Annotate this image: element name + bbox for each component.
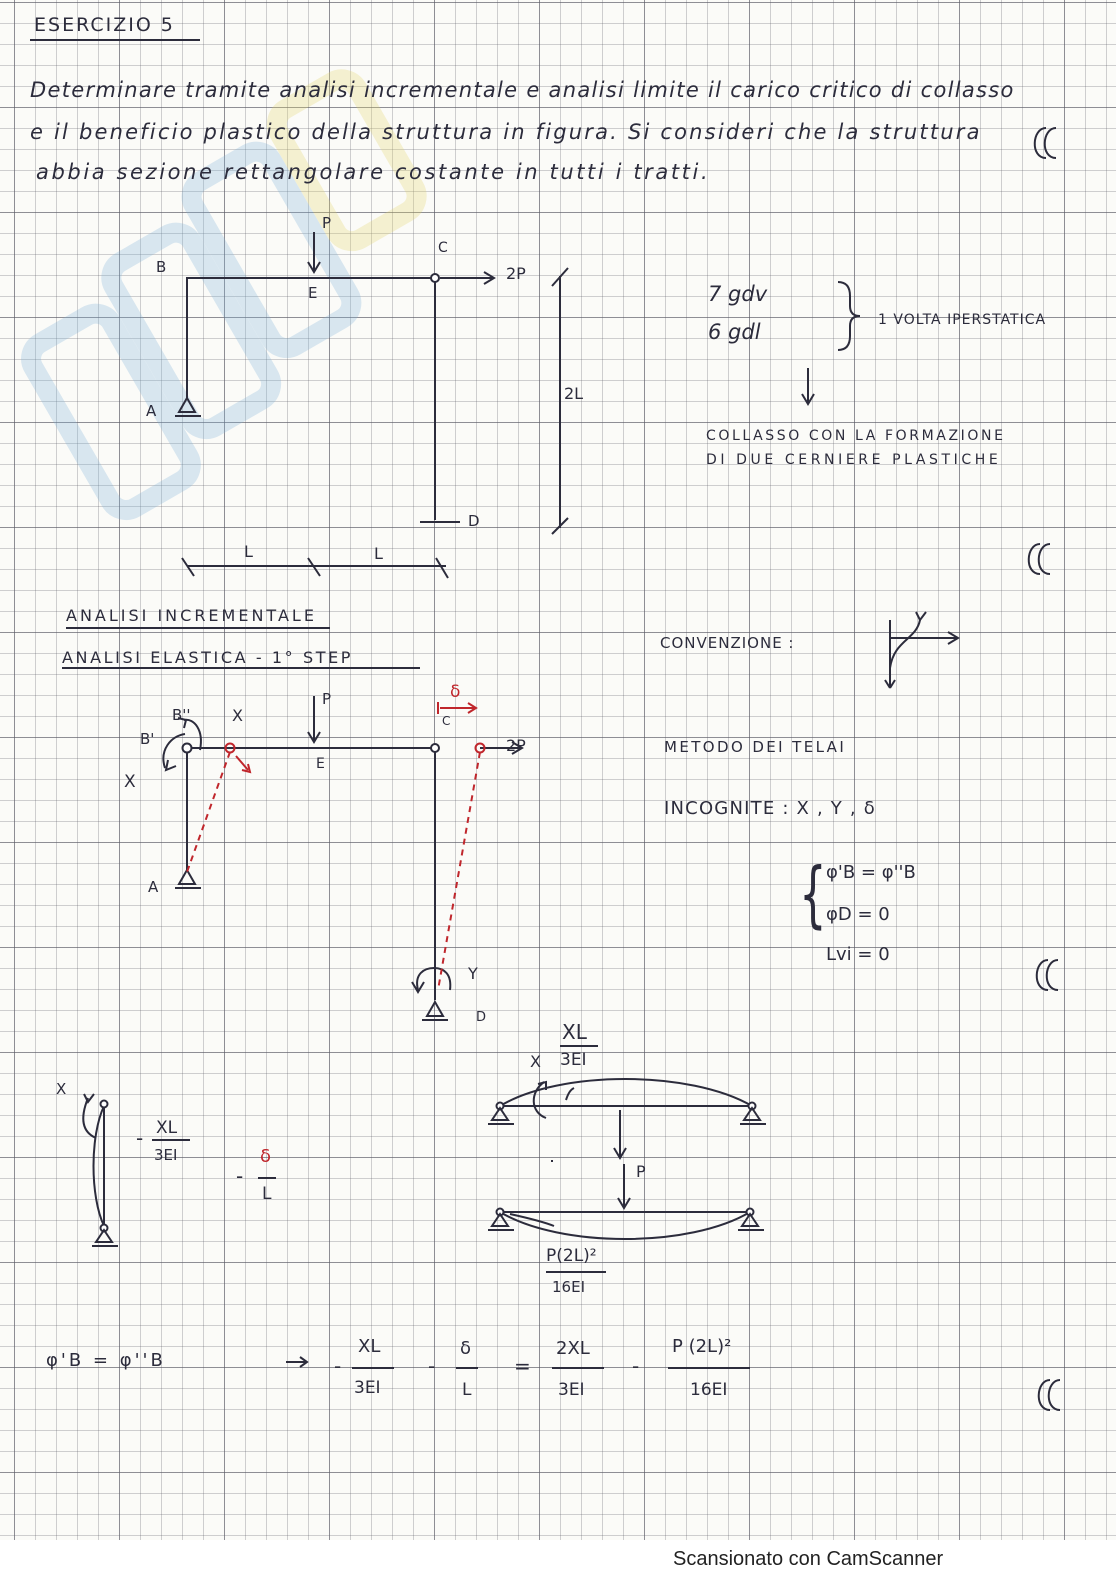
column-minus-2: - (236, 1164, 244, 1188)
dof-gdl: 6 gdl (708, 320, 761, 344)
final-t2-den: L (462, 1380, 472, 1400)
heading-elastic: ANALISI ELASTICA - 1° STEP (62, 648, 354, 667)
beam-moment-X: X (530, 1052, 541, 1071)
label-A: A (146, 402, 157, 420)
label-height: 2L (564, 384, 584, 403)
frame2-label-C: C (442, 714, 451, 728)
footer-text: Scansionato con CamScanner (673, 1548, 944, 1570)
frame2-label-delta: δ (450, 682, 461, 702)
label-P: P (322, 214, 332, 232)
exercise-title: ESERCIZIO 5 (34, 14, 175, 36)
system-eq-2: φD = 0 (826, 904, 890, 925)
system-eq-3: Lvi = 0 (826, 944, 890, 965)
label-E: E (308, 284, 318, 302)
column-minus-1: - (136, 1126, 144, 1150)
frame2-label-P: P (322, 690, 332, 708)
final-t4-num: P (2L)² (672, 1336, 732, 1357)
beam2-load-P: P (636, 1162, 646, 1181)
convention-label: CONVENZIONE : (660, 634, 795, 652)
label-2P: 2P (506, 264, 526, 283)
collapse-line-1: COLLASSO CON LA FORMAZIONE (706, 428, 1006, 444)
statement-line-3: abbia sezione rettangolare costante in tutti i tratti. (36, 160, 711, 184)
frame2-label-2P: 2P (506, 736, 526, 755)
final-t1-num: XL (358, 1336, 381, 1357)
final-eq-minus-1: - (334, 1354, 342, 1378)
final-eq-minus-2: - (428, 1354, 436, 1378)
final-eq-lhs: φ'B = φ''B (46, 1350, 166, 1371)
frame2-label-B1: B' (140, 730, 155, 748)
unknowns-label: INCOGNITE : X , Y , δ (664, 798, 876, 819)
frame2-label-B2: B'' (172, 706, 191, 724)
system-brace: { (799, 852, 827, 936)
beam-frac-den: 3EI (560, 1050, 587, 1070)
final-t4-den: 16EI (690, 1380, 728, 1400)
heading-incremental: ANALISI INCREMENTALE (66, 606, 317, 625)
beam2-frac-num: P(2L)² (546, 1246, 597, 1266)
column-frac-num: XL (156, 1118, 178, 1138)
frame2-label-D: D (476, 1010, 487, 1025)
frame2-label-A: A (148, 878, 159, 896)
scanner-footer (0, 1540, 1116, 1579)
dof-gdv: 7 gdv (708, 282, 768, 306)
label-B: B (156, 258, 167, 276)
label-span-2: L (374, 544, 383, 563)
collapse-line-2: DI DUE CERNIERE PLASTICHE (706, 452, 1002, 468)
frame2-label-X-top: X (232, 706, 243, 725)
final-t3-num: 2XL (556, 1338, 590, 1359)
statement-line-1: Determinare tramite analisi incrementale e analisi limite il carico critico di collasso (30, 78, 1015, 102)
label-D: D (468, 512, 480, 530)
column-moment-X: X (56, 1080, 67, 1098)
label-C: C (438, 240, 448, 256)
final-eq-minus-3: - (632, 1354, 640, 1378)
frame2-label-E: E (316, 756, 325, 772)
statement-line-2: e il beneficio plastico della struttura in figura. Si consideri che la struttura (30, 120, 982, 144)
column-delta-num: δ (260, 1146, 272, 1167)
frame2-label-X-left: X (124, 772, 136, 792)
final-eq-equals: = (514, 1354, 531, 1378)
final-t2-num: δ (460, 1338, 472, 1359)
label-span-1: L (244, 542, 253, 561)
system-eq-1: φ'B = φ''B (826, 862, 916, 883)
beam-frac-num: XL (562, 1020, 587, 1044)
frame2-label-Y: Y (468, 964, 478, 983)
final-t1-den: 3EI (354, 1378, 381, 1398)
column-frac-den: 3EI (154, 1146, 178, 1164)
column-delta-den: L (262, 1184, 272, 1204)
method-label: METODO DEI TELAI (664, 738, 847, 756)
beam2-frac-den: 16EI (552, 1278, 585, 1296)
final-t3-den: 3EI (558, 1380, 585, 1400)
dof-result: 1 VOLTA IPERSTATICA (878, 312, 1047, 328)
